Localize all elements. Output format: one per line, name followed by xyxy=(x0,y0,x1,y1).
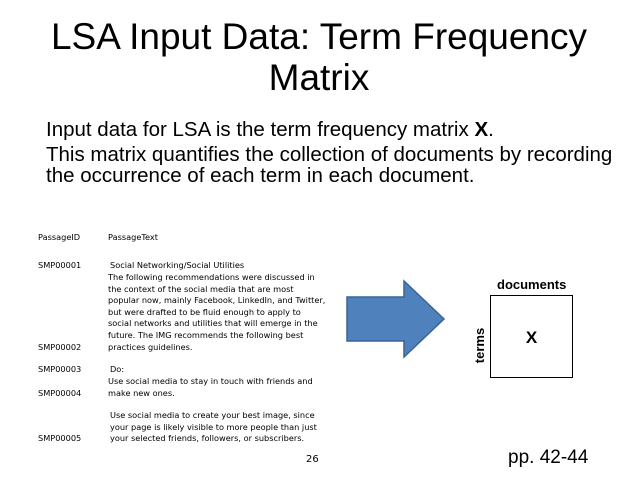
slide-body xyxy=(46,119,626,190)
matrix-symbol: X xyxy=(474,118,489,141)
passage-text: Do: xyxy=(110,364,125,374)
passage-text: Use social media to stay in touch with friends and make new ones. xyxy=(108,376,313,398)
term-frequency-matrix xyxy=(490,295,573,378)
slide-title xyxy=(0,16,638,98)
header-passage-id: PassageID xyxy=(38,232,81,242)
right-arrow-icon xyxy=(346,279,446,359)
passage-id: SMP00005 xyxy=(38,433,82,443)
paragraph-1-text: Input data for LSA is the term frequency matrix xyxy=(46,118,475,141)
passage-text: Use social media to create your best image, since your page is likely visible to more people than just your selected friends, followers, or subscribers. xyxy=(110,410,317,444)
page-number: 26 xyxy=(306,454,319,465)
header-passage-text: PassageText xyxy=(108,232,158,242)
title-line-1: LSA Input Data: Term Frequency xyxy=(50,16,588,57)
passage-id: SMP00004 xyxy=(38,388,82,398)
documents-label: documents xyxy=(497,277,567,292)
passage-id: SMP00003 xyxy=(38,364,82,374)
passage-id: SMP00001 xyxy=(38,260,82,270)
paragraph-2: This matrix quantifies the collection of documents by recording the occurrence of each term in each document. xyxy=(46,143,613,187)
terms-label: terms xyxy=(472,327,488,364)
paragraph-1 xyxy=(46,119,626,140)
passage-text: Social Networking/Social Utilities xyxy=(110,260,245,270)
passage-id: SMP00002 xyxy=(38,342,82,352)
passage-text: The following recommendations were discussed in the context of the social media that are most popular now, mainly Facebook, LinkedIn, and Twitter, but were drafted to be fluid enough to apply to social networks and utilities that will emerge in the future. The IMG recommends the following best practices guidelines. xyxy=(108,272,326,352)
paragraph-1-end: . xyxy=(488,118,494,141)
page-reference: pp. 42-44 xyxy=(508,447,589,468)
title-line-2: Matrix xyxy=(268,57,370,98)
matrix-label: X xyxy=(525,328,538,347)
